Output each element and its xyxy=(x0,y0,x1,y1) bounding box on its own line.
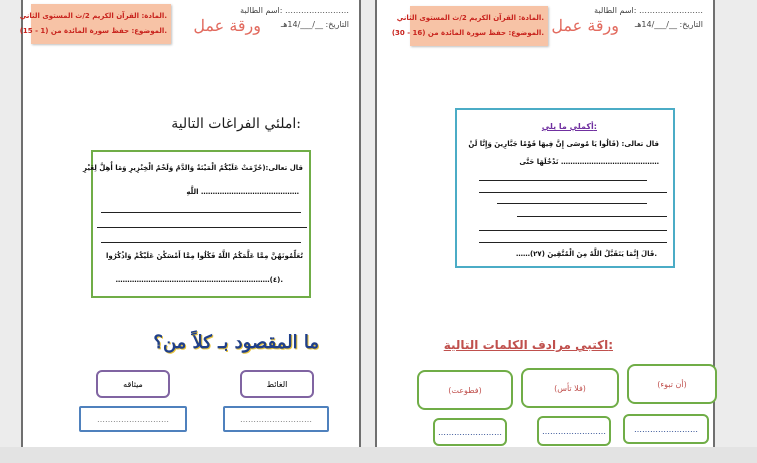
topic-text: الموضوع: حفظ سورة المائدة من (1 - 15). xyxy=(19,27,167,35)
answer-line[interactable] xyxy=(101,242,301,243)
word-label: الغائط xyxy=(240,370,314,398)
subject-box xyxy=(391,6,548,46)
worksheet-title: ورقة عمل xyxy=(193,16,261,35)
verse-line: اللَّهِ …………………………………… xyxy=(186,188,299,196)
word-label: ميثاقه xyxy=(96,370,170,398)
answer-line[interactable] xyxy=(479,180,647,181)
verse-line: قال تعالى:(حُرِّمَتْ عَلَيْكُمُ الْمَيْتَةُ وَالدَّمُ وَلَحْمُ الْخِنْزِيرِ وَمَا أُهِلَّ لِغَيْرِ xyxy=(83,164,303,172)
answer-line[interactable] xyxy=(101,212,301,213)
word-label: (فطوعت) xyxy=(417,370,513,410)
date-label: التاريخ: __/___/14هـ xyxy=(634,20,703,29)
date-label: التاريخ: __/___/14هـ xyxy=(280,20,349,29)
verse-line: قال تعالى: (قَالُوا يَا مُوسَى إِنَّ فِيهَا قَوْمًا جَبَّارِينَ وَإِنَّا لَنْ xyxy=(468,140,659,148)
verse-line: تُعَلِّمُونَهُنَّ مِمَّا عَلَّمَكُمُ اللَّهُ فَكُلُوا مِمَّا أَمْسَكْنَ عَلَيْكُمْ وَاذْكُرُوا xyxy=(106,252,303,260)
meaning-heading: ما المقصود بـ كلاً من؟ xyxy=(153,332,319,353)
answer-line[interactable] xyxy=(479,230,667,231)
horizontal-scrollbar[interactable] xyxy=(0,447,757,463)
synonyms-heading: اكتبي مرادف الكلمات التالية: xyxy=(443,338,613,352)
worksheet-page-right xyxy=(375,0,715,447)
verse-line: نَدْخُلَهَا حَتَّى …………………………………… xyxy=(519,158,659,166)
fill-blanks-heading: املئي الفراغات التالية: xyxy=(171,116,301,132)
student-name-label: اسم الطالبة: …………………… xyxy=(594,6,703,15)
answer-box[interactable]: ……………………… xyxy=(223,406,329,432)
subject-text: المادة: القرآن الكريم 2/ث المستوى الثاني. xyxy=(19,12,167,20)
word-label: (أن تبوء) xyxy=(627,364,717,404)
verse-line: …………………………………………………………(٤). xyxy=(115,276,283,284)
answer-box[interactable]: …………………… xyxy=(537,416,611,446)
answer-box[interactable]: …………………… xyxy=(433,418,507,446)
word-label: (فلا تأس) xyxy=(521,368,619,408)
verse-line: ……قَالَ إِنَّمَا يَتَقَبَّلُ اللَّهُ مِنَ الْمُتَّقِينَ (٢٧). xyxy=(515,250,657,258)
worksheet-page-left xyxy=(21,0,361,447)
subject-box xyxy=(19,4,171,44)
answer-line[interactable] xyxy=(517,216,667,217)
answer-line[interactable] xyxy=(97,227,307,228)
complete-heading: أكملي ما يلي: xyxy=(541,122,597,131)
subject-text: المادة: القرآن الكريم 2/ث المستوى الثاني. xyxy=(396,14,544,22)
worksheet-title: ورقة عمل xyxy=(551,16,619,35)
answer-line[interactable] xyxy=(479,242,667,243)
answer-box[interactable]: …………………… xyxy=(623,414,709,444)
complete-box xyxy=(455,108,675,268)
student-name-label: اسم الطالبة: …………………… xyxy=(240,6,349,15)
answer-box[interactable]: ……………………… xyxy=(79,406,187,432)
topic-text: الموضوع: حفظ سورة المائدة من (16 - 30). xyxy=(391,29,544,37)
fill-blanks-box xyxy=(83,150,311,298)
answer-line[interactable] xyxy=(497,203,647,204)
answer-line[interactable] xyxy=(479,192,667,193)
